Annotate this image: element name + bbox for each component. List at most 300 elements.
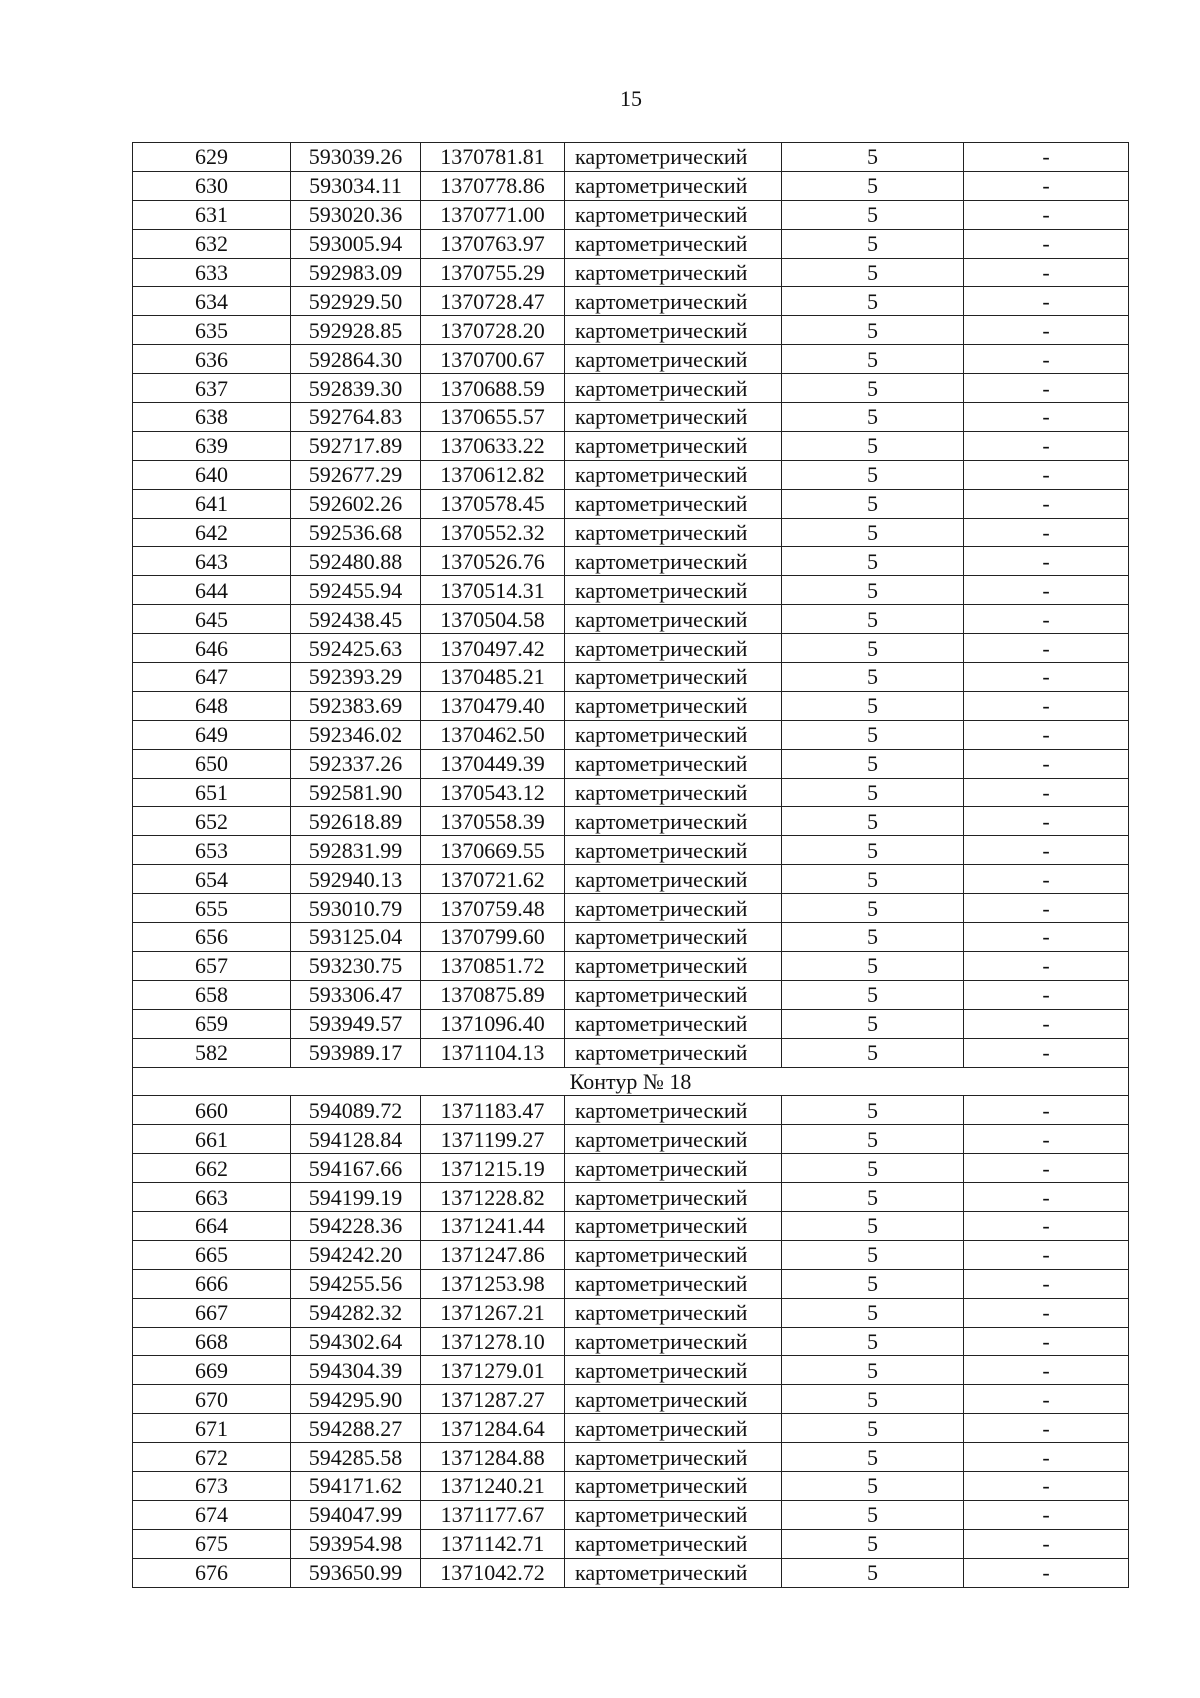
table-row [133, 1443, 1129, 1472]
coordinates-table-body [133, 143, 1129, 1588]
accuracy-cell: 5 [782, 316, 964, 345]
y-coordinate-cell: 1370669.55 [421, 836, 565, 865]
method-cell: картометрический [565, 171, 782, 200]
accuracy-cell: 5 [782, 1240, 964, 1269]
y-coordinate-cell: 1371183.47 [421, 1096, 565, 1125]
accuracy-cell: 5 [782, 923, 964, 952]
y-coordinate-cell: 1370526.76 [421, 547, 565, 576]
point-number-cell: 672 [133, 1443, 291, 1472]
table-row [133, 663, 1129, 692]
x-coordinate-cell: 592480.88 [291, 547, 421, 576]
accuracy-cell: 5 [782, 547, 964, 576]
accuracy-cell: 5 [782, 1385, 964, 1414]
table-row [133, 143, 1129, 172]
x-coordinate-cell: 593005.94 [291, 229, 421, 258]
y-coordinate-cell: 1371284.88 [421, 1443, 565, 1472]
y-coordinate-cell: 1371253.98 [421, 1269, 565, 1298]
note-cell: - [964, 489, 1129, 518]
y-coordinate-cell: 1370485.21 [421, 663, 565, 692]
y-coordinate-cell: 1370759.48 [421, 894, 565, 923]
point-number-cell: 655 [133, 894, 291, 923]
note-cell: - [964, 171, 1129, 200]
note-cell: - [964, 663, 1129, 692]
y-coordinate-cell: 1370514.31 [421, 576, 565, 605]
note-cell: - [964, 258, 1129, 287]
table-row [133, 489, 1129, 518]
x-coordinate-cell: 592928.85 [291, 316, 421, 345]
x-coordinate-cell: 592618.89 [291, 807, 421, 836]
x-coordinate-cell: 594089.72 [291, 1096, 421, 1125]
table-row [133, 807, 1129, 836]
method-cell: картометрический [565, 1558, 782, 1587]
x-coordinate-cell: 593010.79 [291, 894, 421, 923]
y-coordinate-cell: 1370875.89 [421, 980, 565, 1009]
method-cell: картометрический [565, 778, 782, 807]
y-coordinate-cell: 1370755.29 [421, 258, 565, 287]
method-cell: картометрический [565, 951, 782, 980]
method-cell: картометрический [565, 287, 782, 316]
note-cell: - [964, 778, 1129, 807]
y-coordinate-cell: 1370763.97 [421, 229, 565, 258]
note-cell: - [964, 1327, 1129, 1356]
accuracy-cell: 5 [782, 171, 964, 200]
note-cell: - [964, 374, 1129, 403]
point-number-cell: 650 [133, 749, 291, 778]
point-number-cell: 654 [133, 865, 291, 894]
accuracy-cell: 5 [782, 778, 964, 807]
note-cell: - [964, 316, 1129, 345]
x-coordinate-cell: 594228.36 [291, 1211, 421, 1240]
method-cell: картометрический [565, 605, 782, 634]
y-coordinate-cell: 1371284.64 [421, 1414, 565, 1443]
x-coordinate-cell: 592677.29 [291, 460, 421, 489]
accuracy-cell: 5 [782, 634, 964, 663]
table-row [133, 836, 1129, 865]
table-row [133, 431, 1129, 460]
x-coordinate-cell: 592455.94 [291, 576, 421, 605]
accuracy-cell: 5 [782, 374, 964, 403]
point-number-cell: 658 [133, 980, 291, 1009]
note-cell: - [964, 345, 1129, 374]
y-coordinate-cell: 1371278.10 [421, 1327, 565, 1356]
accuracy-cell: 5 [782, 663, 964, 692]
point-number-cell: 633 [133, 258, 291, 287]
point-number-cell: 646 [133, 634, 291, 663]
y-coordinate-cell: 1371042.72 [421, 1558, 565, 1587]
table-row [133, 374, 1129, 403]
y-coordinate-cell: 1370778.86 [421, 171, 565, 200]
table-row [133, 1529, 1129, 1558]
table-row [133, 1154, 1129, 1183]
table-row [133, 1385, 1129, 1414]
note-cell: - [964, 951, 1129, 980]
table-row [133, 460, 1129, 489]
y-coordinate-cell: 1370543.12 [421, 778, 565, 807]
point-number-cell: 675 [133, 1529, 291, 1558]
method-cell: картометрический [565, 518, 782, 547]
table-row [133, 1211, 1129, 1240]
y-coordinate-cell: 1370655.57 [421, 403, 565, 432]
point-number-cell: 645 [133, 605, 291, 634]
y-coordinate-cell: 1371215.19 [421, 1154, 565, 1183]
x-coordinate-cell: 594128.84 [291, 1125, 421, 1154]
note-cell: - [964, 1269, 1129, 1298]
table-row [133, 518, 1129, 547]
note-cell: - [964, 1154, 1129, 1183]
accuracy-cell: 5 [782, 1500, 964, 1529]
note-cell: - [964, 807, 1129, 836]
y-coordinate-cell: 1370497.42 [421, 634, 565, 663]
accuracy-cell: 5 [782, 1269, 964, 1298]
accuracy-cell: 5 [782, 258, 964, 287]
note-cell: - [964, 403, 1129, 432]
x-coordinate-cell: 594242.20 [291, 1240, 421, 1269]
table-row [133, 171, 1129, 200]
table-row [133, 258, 1129, 287]
method-cell: картометрический [565, 1443, 782, 1472]
table-row [133, 778, 1129, 807]
method-cell: картометрический [565, 258, 782, 287]
table-row [133, 634, 1129, 663]
section-title: Контур № 18 [133, 1067, 1129, 1096]
method-cell: картометрический [565, 229, 782, 258]
method-cell: картометрический [565, 1356, 782, 1385]
accuracy-cell: 5 [782, 489, 964, 518]
x-coordinate-cell: 594167.66 [291, 1154, 421, 1183]
accuracy-cell: 5 [782, 894, 964, 923]
page-number: 15 [620, 86, 642, 111]
table-row [133, 576, 1129, 605]
note-cell: - [964, 923, 1129, 952]
y-coordinate-cell: 1370633.22 [421, 431, 565, 460]
table-row [133, 1298, 1129, 1327]
x-coordinate-cell: 592602.26 [291, 489, 421, 518]
note-cell: - [964, 1385, 1129, 1414]
note-cell: - [964, 605, 1129, 634]
method-cell: картометрический [565, 403, 782, 432]
note-cell: - [964, 720, 1129, 749]
method-cell: картометрический [565, 1183, 782, 1212]
y-coordinate-cell: 1370688.59 [421, 374, 565, 403]
x-coordinate-cell: 593125.04 [291, 923, 421, 952]
accuracy-cell: 5 [782, 1558, 964, 1587]
accuracy-cell: 5 [782, 460, 964, 489]
method-cell: картометрический [565, 489, 782, 518]
x-coordinate-cell: 592536.68 [291, 518, 421, 547]
accuracy-cell: 5 [782, 605, 964, 634]
y-coordinate-cell: 1371287.27 [421, 1385, 565, 1414]
note-cell: - [964, 460, 1129, 489]
point-number-cell: 659 [133, 1009, 291, 1038]
point-number-cell: 629 [133, 143, 291, 172]
accuracy-cell: 5 [782, 1471, 964, 1500]
table-row [133, 403, 1129, 432]
method-cell: картометрический [565, 836, 782, 865]
method-cell: картометрический [565, 1269, 782, 1298]
point-number-cell: 649 [133, 720, 291, 749]
method-cell: картометрический [565, 1038, 782, 1067]
point-number-cell: 640 [133, 460, 291, 489]
accuracy-cell: 5 [782, 1414, 964, 1443]
point-number-cell: 663 [133, 1183, 291, 1212]
method-cell: картометрический [565, 431, 782, 460]
method-cell: картометрический [565, 1211, 782, 1240]
y-coordinate-cell: 1371240.21 [421, 1471, 565, 1500]
point-number-cell: 665 [133, 1240, 291, 1269]
x-coordinate-cell: 594282.32 [291, 1298, 421, 1327]
method-cell: картометрический [565, 143, 782, 172]
x-coordinate-cell: 593306.47 [291, 980, 421, 1009]
point-number-cell: 661 [133, 1125, 291, 1154]
note-cell: - [964, 1558, 1129, 1587]
point-number-cell: 644 [133, 576, 291, 605]
method-cell: картометрический [565, 634, 782, 663]
y-coordinate-cell: 1371142.71 [421, 1529, 565, 1558]
point-number-cell: 635 [133, 316, 291, 345]
table-row [133, 1558, 1129, 1587]
note-cell: - [964, 1414, 1129, 1443]
x-coordinate-cell: 594295.90 [291, 1385, 421, 1414]
y-coordinate-cell: 1371241.44 [421, 1211, 565, 1240]
note-cell: - [964, 1038, 1129, 1067]
accuracy-cell: 5 [782, 1443, 964, 1472]
method-cell: картометрический [565, 894, 782, 923]
x-coordinate-cell: 592929.50 [291, 287, 421, 316]
table-row [133, 287, 1129, 316]
x-coordinate-cell: 592864.30 [291, 345, 421, 374]
table-row [133, 1183, 1129, 1212]
y-coordinate-cell: 1370504.58 [421, 605, 565, 634]
x-coordinate-cell: 594302.64 [291, 1327, 421, 1356]
accuracy-cell: 5 [782, 431, 964, 460]
table-row [133, 229, 1129, 258]
method-cell: картометрический [565, 1009, 782, 1038]
x-coordinate-cell: 594288.27 [291, 1414, 421, 1443]
point-number-cell: 636 [133, 345, 291, 374]
note-cell: - [964, 1009, 1129, 1038]
note-cell: - [964, 1298, 1129, 1327]
point-number-cell: 667 [133, 1298, 291, 1327]
y-coordinate-cell: 1370851.72 [421, 951, 565, 980]
x-coordinate-cell: 594304.39 [291, 1356, 421, 1385]
accuracy-cell: 5 [782, 518, 964, 547]
note-cell: - [964, 1240, 1129, 1269]
point-number-cell: 632 [133, 229, 291, 258]
x-coordinate-cell: 592383.69 [291, 691, 421, 720]
y-coordinate-cell: 1370612.82 [421, 460, 565, 489]
x-coordinate-cell: 593954.98 [291, 1529, 421, 1558]
y-coordinate-cell: 1371104.13 [421, 1038, 565, 1067]
table-row [133, 720, 1129, 749]
x-coordinate-cell: 592425.63 [291, 634, 421, 663]
note-cell: - [964, 576, 1129, 605]
x-coordinate-cell: 592831.99 [291, 836, 421, 865]
table-row [133, 1096, 1129, 1125]
y-coordinate-cell: 1370728.47 [421, 287, 565, 316]
x-coordinate-cell: 593034.11 [291, 171, 421, 200]
x-coordinate-cell: 592337.26 [291, 749, 421, 778]
point-number-cell: 582 [133, 1038, 291, 1067]
note-cell: - [964, 749, 1129, 778]
y-coordinate-cell: 1370781.81 [421, 143, 565, 172]
method-cell: картометрический [565, 1529, 782, 1558]
y-coordinate-cell: 1371177.67 [421, 1500, 565, 1529]
note-cell: - [964, 1529, 1129, 1558]
x-coordinate-cell: 592983.09 [291, 258, 421, 287]
note-cell: - [964, 1125, 1129, 1154]
method-cell: картометрический [565, 1096, 782, 1125]
table-row [133, 1471, 1129, 1500]
method-cell: картометрический [565, 1327, 782, 1356]
accuracy-cell: 5 [782, 980, 964, 1009]
table-row [133, 1269, 1129, 1298]
method-cell: картометрический [565, 547, 782, 576]
point-number-cell: 647 [133, 663, 291, 692]
x-coordinate-cell: 593020.36 [291, 200, 421, 229]
accuracy-cell: 5 [782, 951, 964, 980]
accuracy-cell: 5 [782, 807, 964, 836]
point-number-cell: 660 [133, 1096, 291, 1125]
accuracy-cell: 5 [782, 1183, 964, 1212]
table-row [133, 547, 1129, 576]
point-number-cell: 670 [133, 1385, 291, 1414]
accuracy-cell: 5 [782, 1038, 964, 1067]
point-number-cell: 637 [133, 374, 291, 403]
x-coordinate-cell: 594047.99 [291, 1500, 421, 1529]
y-coordinate-cell: 1371228.82 [421, 1183, 565, 1212]
table-row [133, 691, 1129, 720]
point-number-cell: 652 [133, 807, 291, 836]
point-number-cell: 643 [133, 547, 291, 576]
note-cell: - [964, 287, 1129, 316]
table-row [133, 749, 1129, 778]
accuracy-cell: 5 [782, 1298, 964, 1327]
y-coordinate-cell: 1370462.50 [421, 720, 565, 749]
point-number-cell: 641 [133, 489, 291, 518]
y-coordinate-cell: 1371247.86 [421, 1240, 565, 1269]
table-row [133, 1125, 1129, 1154]
note-cell: - [964, 200, 1129, 229]
note-cell: - [964, 547, 1129, 576]
point-number-cell: 673 [133, 1471, 291, 1500]
point-number-cell: 664 [133, 1211, 291, 1240]
accuracy-cell: 5 [782, 576, 964, 605]
table-row [133, 894, 1129, 923]
accuracy-cell: 5 [782, 691, 964, 720]
note-cell: - [964, 1096, 1129, 1125]
table-row [133, 316, 1129, 345]
point-number-cell: 676 [133, 1558, 291, 1587]
method-cell: картометрический [565, 691, 782, 720]
y-coordinate-cell: 1371096.40 [421, 1009, 565, 1038]
table-row [133, 1414, 1129, 1443]
accuracy-cell: 5 [782, 1096, 964, 1125]
point-number-cell: 674 [133, 1500, 291, 1529]
x-coordinate-cell: 592764.83 [291, 403, 421, 432]
point-number-cell: 671 [133, 1414, 291, 1443]
note-cell: - [964, 894, 1129, 923]
note-cell: - [964, 1443, 1129, 1472]
accuracy-cell: 5 [782, 720, 964, 749]
method-cell: картометрический [565, 374, 782, 403]
method-cell: картометрический [565, 1154, 782, 1183]
accuracy-cell: 5 [782, 143, 964, 172]
table-row [133, 923, 1129, 952]
method-cell: картометрический [565, 807, 782, 836]
y-coordinate-cell: 1371267.21 [421, 1298, 565, 1327]
accuracy-cell: 5 [782, 1009, 964, 1038]
x-coordinate-cell: 594171.62 [291, 1471, 421, 1500]
note-cell: - [964, 143, 1129, 172]
accuracy-cell: 5 [782, 403, 964, 432]
x-coordinate-cell: 593039.26 [291, 143, 421, 172]
point-number-cell: 630 [133, 171, 291, 200]
accuracy-cell: 5 [782, 865, 964, 894]
accuracy-cell: 5 [782, 1125, 964, 1154]
y-coordinate-cell: 1370721.62 [421, 865, 565, 894]
point-number-cell: 662 [133, 1154, 291, 1183]
point-number-cell: 656 [133, 923, 291, 952]
note-cell: - [964, 1183, 1129, 1212]
note-cell: - [964, 1500, 1129, 1529]
method-cell: картометрический [565, 720, 782, 749]
note-cell: - [964, 1471, 1129, 1500]
accuracy-cell: 5 [782, 749, 964, 778]
x-coordinate-cell: 592581.90 [291, 778, 421, 807]
note-cell: - [964, 229, 1129, 258]
accuracy-cell: 5 [782, 1529, 964, 1558]
point-number-cell: 669 [133, 1356, 291, 1385]
x-coordinate-cell: 592717.89 [291, 431, 421, 460]
coordinates-table [132, 142, 1129, 1588]
y-coordinate-cell: 1370799.60 [421, 923, 565, 952]
table-row [133, 1240, 1129, 1269]
table-row [133, 200, 1129, 229]
point-number-cell: 648 [133, 691, 291, 720]
x-coordinate-cell: 592346.02 [291, 720, 421, 749]
note-cell: - [964, 865, 1129, 894]
table-row [133, 1356, 1129, 1385]
method-cell: картометрический [565, 865, 782, 894]
note-cell: - [964, 980, 1129, 1009]
accuracy-cell: 5 [782, 345, 964, 374]
accuracy-cell: 5 [782, 1211, 964, 1240]
accuracy-cell: 5 [782, 229, 964, 258]
method-cell: картометрический [565, 345, 782, 374]
x-coordinate-cell: 593230.75 [291, 951, 421, 980]
accuracy-cell: 5 [782, 200, 964, 229]
accuracy-cell: 5 [782, 287, 964, 316]
x-coordinate-cell: 593989.17 [291, 1038, 421, 1067]
method-cell: картометрический [565, 980, 782, 1009]
method-cell: картометрический [565, 1471, 782, 1500]
point-number-cell: 639 [133, 431, 291, 460]
accuracy-cell: 5 [782, 836, 964, 865]
accuracy-cell: 5 [782, 1356, 964, 1385]
accuracy-cell: 5 [782, 1154, 964, 1183]
x-coordinate-cell: 592438.45 [291, 605, 421, 634]
method-cell: картометрический [565, 1500, 782, 1529]
table-row [133, 1038, 1129, 1067]
note-cell: - [964, 431, 1129, 460]
note-cell: - [964, 691, 1129, 720]
y-coordinate-cell: 1371199.27 [421, 1125, 565, 1154]
table-row [133, 605, 1129, 634]
point-number-cell: 642 [133, 518, 291, 547]
y-coordinate-cell: 1370479.40 [421, 691, 565, 720]
x-coordinate-cell: 592940.13 [291, 865, 421, 894]
method-cell: картометрический [565, 923, 782, 952]
